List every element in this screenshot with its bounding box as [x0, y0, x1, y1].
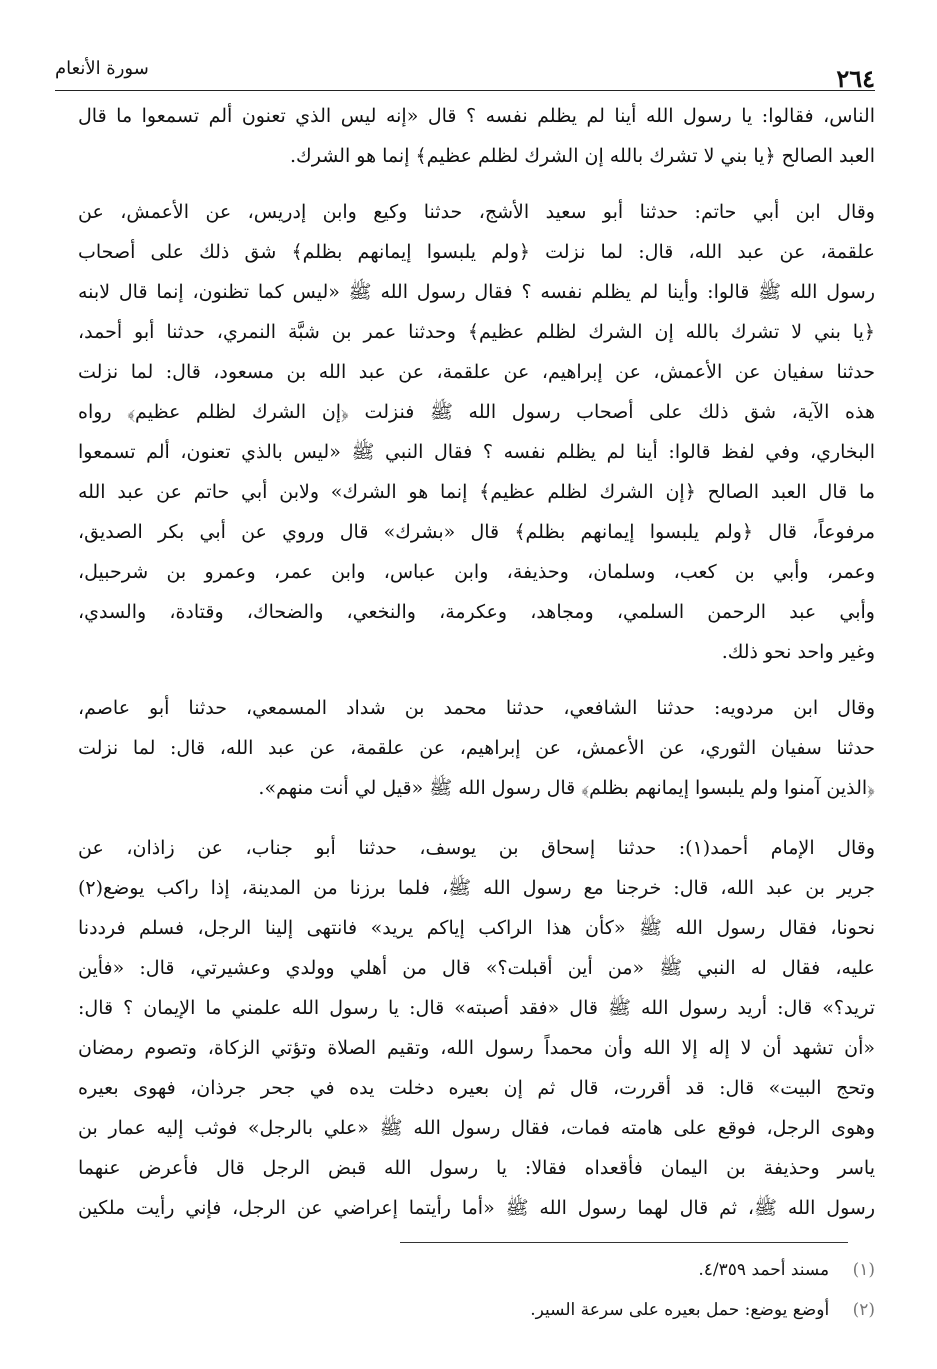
footnote — [300, 1290, 875, 1330]
footnote-text: مسند أحمد ٤/٣٥٩. — [698, 1260, 830, 1280]
page-number: ٢٦٤ — [836, 64, 875, 93]
text-line: الناس، فقالوا: يا رسول الله أينا لم يظلم نفسه ؟ قال «إنه ليس الذي تعنون ألم تسمعوا ما قال — [78, 105, 875, 127]
text-line: حدثنا سفيان الثوري، عن الأعمش، عن إبراهيم، عن علقمة، عن عبد الله، قال: لما نزلت — [78, 737, 875, 759]
header-rule — [55, 90, 875, 91]
footnote-number: (١) — [852, 1260, 875, 1280]
text-line: البخاري، وفي لفظ قالوا: أينا لم يظلم نفسه ؟ فقال النبي ﷺ «ليس بالذي تعنون، ألم تسمعوا — [78, 441, 875, 463]
text-line: تريد؟» قال: أريد رسول الله ﷺ قال «فقد أصبته» قال: يا رسول الله علمني ما الإيمان ؟ قال: — [78, 997, 875, 1019]
text-line: وقال ابن مردويه: حدثنا الشافعي، حدثنا محمد بن شداد المسمعي، حدثنا أبو عاصم، — [78, 697, 875, 719]
text-line: ياسر وحذيفة بن اليمان فأقعداه فقالا: يا رسول الله قبض الرجل قال فأعرض عنهما — [78, 1157, 875, 1179]
text-line: هذه الآية، شق ذلك على أصحاب رسول الله ﷺ فنزلت ﴿إن الشرك لظلم عظيم﴾ رواه — [78, 401, 875, 423]
text-line: وأبي عبد الرحمن السلمي، ومجاهد، وعكرمة، والنخعي، والضحاك، وقتادة، والسدي، — [78, 601, 875, 623]
text-line: ﴿الذين آمنوا ولم يلبسوا إيمانهم بظلم﴾ قال رسول الله ﷺ «قيل لي أنت منهم». — [258, 777, 875, 799]
text-line: ﴿يا بني لا تشرك بالله إن الشرك لظلم عظيم﴾ وحدثنا عمر بن شبَّة النمري، حدثنا أبو أحمد، — [78, 321, 875, 343]
text-line: وعمر، وأبي بن كعب، وسلمان، وحذيفة، وابن عباس، وابن عمر، وعمرو بن شرحبيل، — [78, 561, 875, 583]
paragraph-gap — [78, 176, 875, 192]
footnote-text: أوضع يوضع: حمل بعيره على سرعة السير. — [530, 1300, 830, 1320]
text-line: وقال الإمام أحمد(١): حدثنا إسحاق بن يوسف، حدثنا أبو جناب، عن زاذان، عن — [78, 837, 875, 859]
paragraph — [78, 828, 875, 1228]
text-line: رسول الله ﷺ، ثم قال لهما رسول الله ﷺ «أما رأيتما إعراضي عن الرجل، فإني رأيت ملكين — [78, 1197, 875, 1219]
text-line: جرير بن عبد الله، قال: خرجنا مع رسول الله ﷺ، فلما برزنا من المدينة، إذا راكب يوضع(٢) — [78, 877, 875, 899]
footnote-number: (٢) — [852, 1300, 875, 1320]
page-header — [55, 52, 875, 92]
paragraph — [78, 96, 875, 176]
main-text — [78, 96, 875, 1228]
surah-title: سورة الأنعام — [55, 58, 149, 79]
footnote — [300, 1250, 875, 1290]
footnotes — [300, 1250, 875, 1330]
text-line: نحونا، فقال رسول الله ﷺ «كأن هذا الراكب إياكم يريد» فانتهى إلينا الرجل، فسلم فرددنا — [78, 917, 875, 939]
text-line: وغير واحد نحو ذلك. — [721, 641, 875, 663]
paragraph-gap — [78, 672, 875, 688]
text-line: مرفوعاً، قال ﴿ولم يلبسوا إيمانهم بظلم﴾ قال «بشرك» قال وروي عن أبي بكر الصديق، — [78, 521, 875, 543]
text-line: العبد الصالح ﴿يا بني لا تشرك بالله إن الشرك لظلم عظيم﴾ إنما هو الشرك. — [290, 145, 875, 167]
paragraph-gap — [78, 808, 875, 828]
text-line: عليه، فقال له النبي ﷺ «من أين أقبلت؟» قال من أهلي وولدي وعشيرتي، قال: «فأين — [78, 957, 875, 979]
paragraph — [78, 192, 875, 672]
text-line: ما قال العبد الصالح ﴿إن الشرك لظلم عظيم﴾ إنما هو الشرك» ولابن أبي حاتم عن عبد الله — [78, 481, 875, 503]
paragraph — [78, 688, 875, 808]
footnote-rule — [400, 1242, 848, 1243]
text-line: وتحج البيت» قال: قد أقررت، قال ثم إن بعيره دخلت يده في جحر جرذان، فهوى بعيره — [78, 1077, 875, 1099]
text-line: رسول الله ﷺ قالوا: وأينا لم يظلم نفسه ؟ فقال رسول الله ﷺ «ليس كما تظنون، إنما قال لابنه — [78, 281, 875, 303]
text-line: وقال ابن أبي حاتم: حدثنا أبو سعيد الأشج، حدثنا وكيع وابن إدريس، عن الأعمش، عن — [78, 201, 875, 223]
text-line: وهوى الرجل، فوقع على هامته فمات، فقال رسول الله ﷺ «علي بالرجل» فوثب إليه عمار بن — [78, 1117, 875, 1139]
text-line: علقمة، عن عبد الله، قال: لما نزلت ﴿ولم يلبسوا إيمانهم بظلم﴾ شق ذلك على أصحاب — [78, 241, 875, 263]
text-line: حدثنا سفيان عن الأعمش، عن إبراهيم، عن علقمة، عن عبد الله بن مسعود، قال: لما نزلت — [78, 361, 875, 383]
text-line: «أن تشهد أن لا إله إلا الله وأن محمداً رسول الله، وتقيم الصلاة وتؤتي الزكاة، وتصوم رمضان — [78, 1037, 875, 1059]
